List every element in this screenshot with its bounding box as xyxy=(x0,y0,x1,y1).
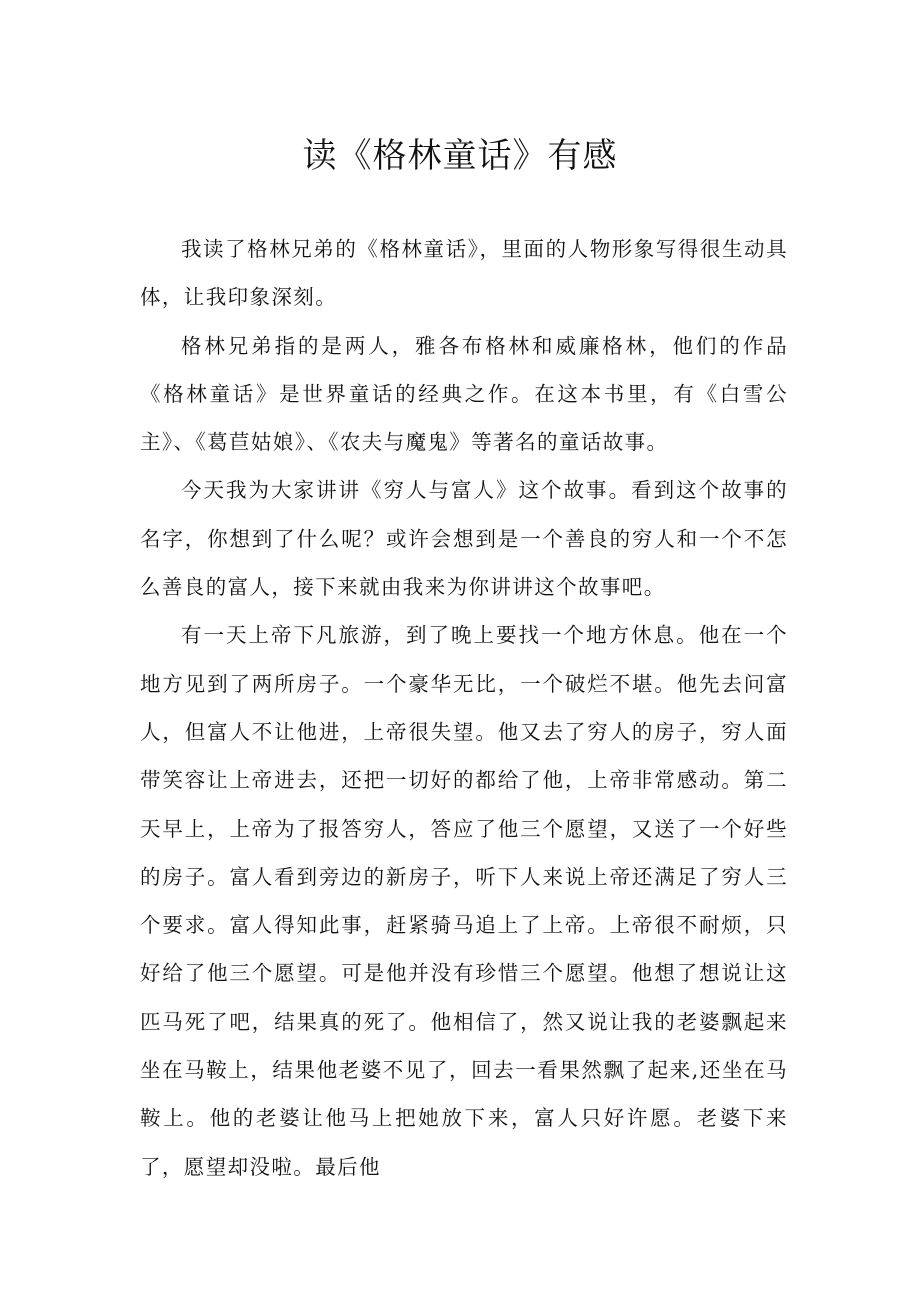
paragraph-3: 今天我为大家讲讲《穷人与富人》这个故事。看到这个故事的名字，你想到了什么呢？或许会想到是一个善良的穷人和一个不怎么善良的富人，接下来就由我来为你讲讲这个故事吧。 xyxy=(140,478,788,600)
document-title: 读《格林童话》有感 xyxy=(302,136,618,176)
paragraph-1: 我读了格林兄弟的《格林童话》，里面的人物形象写得很生动具体，让我印象深刻。 xyxy=(140,237,788,310)
paragraph-2: 格林兄弟指的是两人，雅各布格林和威廉格林，他们的作品《格林童话》是世界童话的经典之作。在这本书里，有《白雪公主》、《葛苣姑娘》、《农夫与魔鬼》等著名的童话故事。 xyxy=(140,333,788,455)
paragraph-4: 有一天上帝下凡旅游，到了晚上要找一个地方休息。他在一个地方见到了两所房子。一个豪华无比，一个破烂不堪。他先去问富人，但富人不让他进，上帝很失望。他又去了穷人的房子，穷人面带笑容让上帝进去，还把一切好的都给了他，上帝非常感动。第二天早上，上帝为了报答穷人，答应了他三个愿望，又送了一个好些的房子。富人看到旁边的新房子，听下人来说上帝还满足了穷人三个要求。富人得知此事，赶紧骑马追上了上帝。上帝很不耐烦，只好给了他三个愿望。可是他并没有珍惜三个愿望。他想了想说让这匹马死了吧，结果真的死了。他相信了，然又说让我的老婆飘起来坐在马鞍上，结果他老婆不见了，回去一看果然飘了起来,还坐在马鞍上。他的老婆让他马上把她放下来，富人只好许愿。老婆下来了，愿望却没啦。最后他 xyxy=(140,623,788,1179)
document-body xyxy=(140,225,788,1191)
